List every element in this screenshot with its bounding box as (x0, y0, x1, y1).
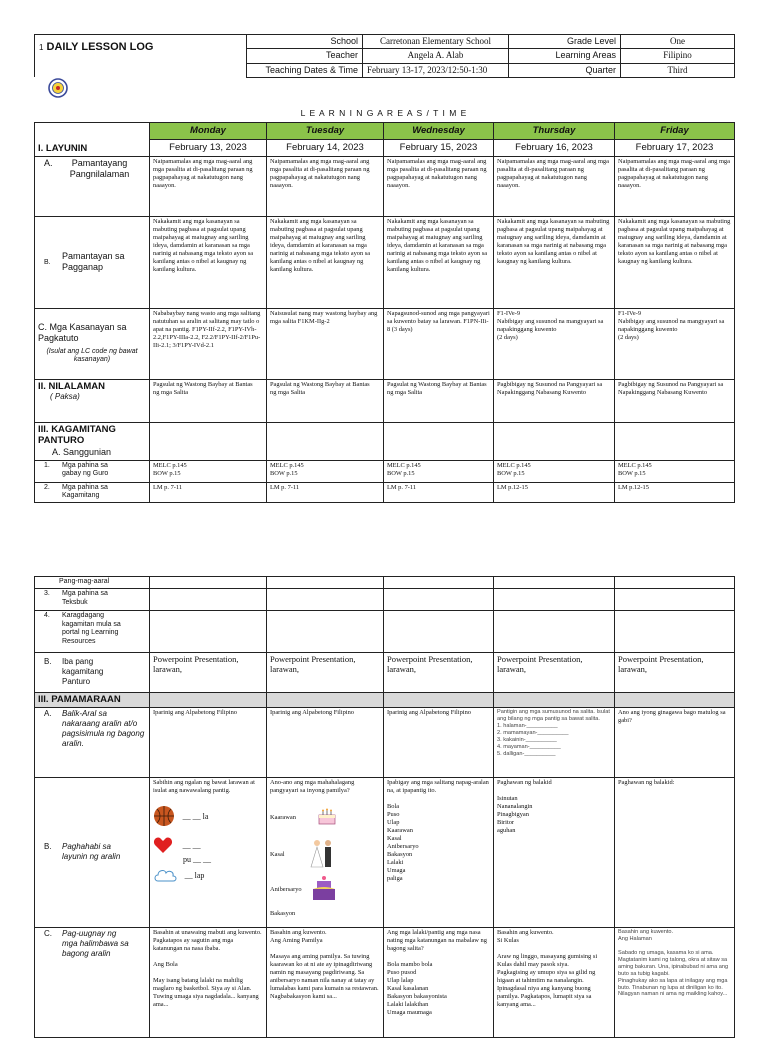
ball-blank: __ __ la (182, 811, 209, 821)
pamantayan-pagganap-label: B.Pamantayan sa Pagganap (35, 216, 150, 308)
row-pamantayang-pangnilalaman (35, 156, 735, 216)
pamantayang-pangnilalaman-label: A. Pamantayang Pangnilalaman (35, 156, 150, 216)
cell-nil-fri: Pagbibigay ng Susunod na Pangyayari sa Napakinggang Nabasang Kuwento (615, 379, 735, 422)
nilalaman-label: II. NILALAMAN ( Paksa) (35, 379, 150, 422)
cell-c-tue: Naisusulat nang may wastong baybay ang mga salita F1KM-IIg-2 (267, 308, 384, 379)
row-iba-pang-kagamitang (35, 652, 735, 692)
cell-bb-thu: Powerpoint Presentation, larawan, (494, 652, 615, 692)
pag-uugnay-label: C. Pag-uugnay ng mga halimbawa sa bagong aralin (35, 927, 150, 1037)
day-wednesday: Wednesday (384, 122, 494, 139)
date-wednesday: February 15, 2023 (384, 139, 494, 156)
cell-pm-fri (615, 692, 735, 707)
cell-bb-fri: Powerpoint Presentation, larawan, (615, 652, 735, 692)
cell-r1-fri: MELC p.145 BOW p.15 (615, 460, 735, 482)
kaarawan-label: Kaarawan (270, 813, 296, 821)
cloud-icon (153, 867, 177, 886)
row-pamantayan-pagganap (35, 216, 735, 308)
cell-c-mon: Nababaybay nang wasto ang mga salitang natutuhan sa aralin at salitang may tatlo o apat na pantig. F1PY-IIf-2.2, F1PY-IVh-2.2,F1PY-IIIa-2.2, F2.2/F1PY-IIf-2/F1Pu-IIi-2.1; 3/F1PY-IVd-2.1 (150, 308, 267, 379)
cell-c-thu: F1-IVe-9 Nabibigay ang susunod na mangyayari sa napakinggang kuwento (2 days) (494, 308, 615, 379)
cell-c-wed: Napagsunod-sunod ang mga pangyayari sa kuwento batay sa larawan. F1PN-IIi-8 (3 days) (384, 308, 494, 379)
cell-kag-thu (494, 422, 615, 460)
cell-nil-mon: Pagsulat ng Wastong Baybay at Bantas ng mga Salita (150, 379, 267, 422)
pb-tue-question: Ano-ano ang mga mahahalagang pangyayari sa inyong pamilya? (270, 778, 355, 794)
cell-r3-mon (150, 588, 267, 610)
kaarawan-item (270, 807, 380, 828)
cell-pa-tue: Iparinig ang Alpabetong Filipino (267, 707, 384, 777)
page-one (34, 34, 734, 503)
ball-item (153, 805, 263, 830)
cell-b-mon: Nakakamit ang mga kasanayan sa mabuting pagbasa at pagsulat upang maipahayag at maiugnay ang sariling ideya, damdamin at karanasan sa mga narinig at nabasang mga teksto ayon sa kanilang antas o nibel at kaugnay ng kanilang kultura. (150, 216, 267, 308)
dates-value: February 13-17, 2023/12:50-1:30 (363, 63, 509, 77)
row-kagamitang (35, 422, 735, 460)
title-cell (35, 35, 247, 78)
layunin-heading: I. LAYUNIN (35, 122, 150, 156)
header-table (34, 34, 735, 78)
kasanayan-label: C. Mga Kasanayan sa Pagkatuto (Isulat ang LC code ng bawat kasanayan) (35, 308, 150, 379)
cell-pc-tue: Basahin ang kuwento. Ang Aming Pamilya Masaya ang aming pamilya. Sa tuwing kaarawan ko at ni ate ay ipinagdiriwang namin ng masayang pagdiriwang. Sa anibersaryo naman nila nanay at tatay ay lumalabas kami para kumain sa restawran. Nagbabakasyon kami sa... (267, 927, 384, 1037)
cell-pb-tue (267, 777, 384, 927)
cell-kag-tue (267, 422, 384, 460)
cell-r4-mon (150, 610, 267, 652)
pb-mon-instruction: Sabihin ang ngalan ng bawat larawan at isulat ang nawawalang pantig. (153, 778, 255, 794)
heart-blank: __ __ (182, 840, 201, 850)
cell-nil-thu: Pagbibigay ng Susunod na Pangyayari sa Napakinggang Nabasang Kuwento (494, 379, 615, 422)
cell-pb-wed (384, 777, 494, 927)
day-thursday: Thursday (494, 122, 615, 139)
cell-pa-mon: Iparinig ang Alpabetong Filipino (150, 707, 267, 777)
deped-seal-icon (48, 78, 68, 103)
teksbuk-label: 3. Mga pahina sa Teksbuk (35, 588, 150, 610)
cell-b-thu: Nakakamit ang mga kasanayan sa mabuting pagbasa at pagsulat upang maipahayag at maiugnay ang sariling ideya, damdamin at karanasan sa mga narinig at nabasang mga teksto ayon sa kanilang antas o nibel at kaugnay ng kanilang kultura. (494, 216, 615, 308)
iba-pang-kagamitang-label: B. Iba pang kagamitang Panturo (35, 652, 150, 692)
kasal-item (270, 838, 380, 871)
anibersaryo-item (270, 875, 380, 904)
cell-pc-wed: Ang mga lalaki/pantig ang mga nasa nating mga katanungan na mabalaw ng bagong salita? Bola mambo bola Puso pusod Ulap lalap Kasal kasalanan Bakasyon bakasyonista Lalaki lalakihan Umaga maumaga (384, 927, 494, 1037)
grade-label: Grade Level (509, 35, 621, 49)
cell-pa-thu: Pantigin ang mga sumusunod na salita. Isulat ang bilang ng mga pantig sa bawat salita. 1. halaman-__________ 2. mamamayan-__________ 3. kakainin-__________ 4. mayaman-__________ 5. dalligan-__________ (494, 707, 615, 777)
cell-r2-tue: LM p. 7-11 (267, 482, 384, 503)
cell-bb-tue: Powerpoint Presentation, larawan, (267, 652, 384, 692)
grade-value: One (621, 35, 735, 49)
puso-blank: pu __ __ (183, 854, 211, 864)
cell-pm-thu (494, 692, 615, 707)
row-balik-aral (35, 707, 735, 777)
balik-aral-label: A. Balik-Aral sa nakaraang aralin at/o pagsisimula ng bagong aralin. (35, 707, 150, 777)
cell-b-fri: Nakakamit ang mga kasanayan sa mabuting pagbasa at pagsulat upang maipahayag at maiugnay ang sariling ideya, damdamin at karanasan sa mga narinig at nabasang mga teksto ayon sa kanilang antas o nibel at kaugnay ng kanilang kultura. (615, 216, 735, 308)
pamamaraan-heading: III. PAMAMARAAN (35, 692, 150, 707)
date-thursday: February 16, 2023 (494, 139, 615, 156)
cell-r4-wed (384, 610, 494, 652)
cell-pa-fri: Ano ang iyong ginagawa bago matulog sa gabi? (615, 707, 735, 777)
cloud-item (153, 867, 263, 886)
birthday-cake-icon (316, 807, 338, 828)
cell-a-tue: Naipamamalas ang mga mag-aaral ang mga pasalita at di-pasalitang paraan ng pagpapahayag at nakatutugon nang naaayon. (267, 156, 384, 216)
cell-pm-wed (384, 692, 494, 707)
cell-b-tue: Nakakamit ang mga kasanayan sa mabuting pagbasa at pagsulat upang maipahayag at maiugnay ang sariling ideya, damdamin at karanasan sa mga narinig at nabasang mga teksto ayon sa kanilang antas o nibel at kaugnay ng kanilang kultura. (267, 216, 384, 308)
row-gabay-guro (35, 460, 735, 482)
cell-r4-thu (494, 610, 615, 652)
teacher-label: Teacher (247, 49, 363, 63)
teacher-value: Angela A. Alab (363, 49, 509, 63)
lesson-table-page1 (34, 122, 735, 503)
cell-r2-fri: LM p.12-15 (615, 482, 735, 503)
school-value: Carretonan Elementary School (363, 35, 509, 49)
learning-areas-banner: L E A R N I N G A R E A S / T I M E (300, 107, 468, 118)
cell-r1-thu: MELC p.145 BOW p.15 (494, 460, 615, 482)
page-two (34, 576, 734, 1038)
heart-icon (153, 836, 173, 857)
row-mag-aaral-cont (35, 577, 735, 589)
row-teksbuk (35, 588, 735, 610)
cell-kag-mon (150, 422, 267, 460)
cell-pb-fri: Paghawan ng balakid: (615, 777, 735, 927)
cloud-blank: __ lap (184, 870, 205, 880)
cell-a-thu: Naipamamalas ang mga mag-aaral ang mga pasalita at di-pasalitang paraan ng pagpapahayag at nakatutugon nang naaayon. (494, 156, 615, 216)
page-title: DAILY LESSON LOG (46, 41, 154, 53)
quarter-label: Quarter (509, 63, 621, 77)
paghahabi-label: B. Paghahabi sa layunin ng aralin (35, 777, 150, 927)
cell-pb-thu: Paghawan ng balakid Isinutan Nananalangin Pinagbigyan Biritor aguhan (494, 777, 615, 927)
cell-a-fri: Naipamamalas ang mga mag-aaral ang mga pasalita at di-pasalitang paraan ng pagpapahayag at nakatutugon nang naaayon. (615, 156, 735, 216)
cell-nil-wed: Pagsulat ng Wastong Baybay at Bantas ng mga Salita (384, 379, 494, 422)
cell-pm-tue (267, 692, 384, 707)
cell-b-wed: Nakakamit ang mga kasanayan sa mabuting pagbasa at pagsulat upang maipahayag at maiugnay ang sariling ideya, damdamin at karanasan sa mga narinig at nabasang mga teksto ayon sa kanilang antas o nibel at kaugnay ng kanilang kultura. (384, 216, 494, 308)
day-name-row (35, 122, 735, 139)
heart-item (153, 836, 263, 857)
cell-r2-mon: LM p. 7-11 (150, 482, 267, 503)
areas-label: Learning Areas (509, 49, 621, 63)
learning-resources-label: 4. Karagdagang kagamitan mula sa portal ng Learning Resources (35, 610, 150, 652)
cell-r4-tue (267, 610, 384, 652)
pb-wed-word-list: Bola Puso Ulap Kaarawan Kasal Anibersaryo Bakasyon Lalaki Umaga paliga (387, 802, 419, 882)
row-learning-resources (35, 610, 735, 652)
cell-r2-thu: LM p.12-15 (494, 482, 615, 503)
quarter-value: Third (621, 63, 735, 77)
cell-bb-wed: Powerpoint Presentation, larawan, (384, 652, 494, 692)
cell-r2-wed: LM p. 7-11 (384, 482, 494, 503)
cell-a-wed: Naipamamalas ang mga mag-aaral ang mga pasalita at di-pasalitang paraan ng pagpapahayag at nakatutugon nang naaayon. (384, 156, 494, 216)
day-monday: Monday (150, 122, 267, 139)
cell-pb-mon (150, 777, 267, 927)
bakasyon-label: Bakasyon (270, 909, 296, 917)
row-kasanayan (35, 308, 735, 379)
mag-aaral-cont-label: Pang-mag-aaral (35, 577, 150, 589)
cell-pc-thu: Basahin ang kuwento. Si Kulas Araw ng linggo, masayang gumising si Kulas dahil may pasok siya. Pagkagising ay umupo siya sa gilid ng higaan at tahimtim na nanalangin. Ipinagdasal niya ang kanyang buong pamilya. Pagkatapos, lumapit siya sa kanyang ama... (494, 927, 615, 1037)
wedding-couple-icon (306, 838, 338, 871)
cell-pc-mon: Basahin at unawaing mabuti ang kuwento. Pagkatapos ay sagutin ang mga katanungan na nasa ibaba. Ang Bola May isang batang lalaki na mahilig maglaro ng basketbol. Siya ay si Alan. Tuwing umaga siya nagdadala... kanyang ama... (150, 927, 267, 1037)
date-friday: February 17, 2023 (615, 139, 735, 156)
dates-label: Teaching Dates & Time (247, 63, 363, 77)
day-tuesday: Tuesday (267, 122, 384, 139)
cell-r3-wed (384, 588, 494, 610)
cell-c-fri: F1-IVe-9 Nabibigay ang susunod na mangyayari sa napakinggang kuwento (2 days) (615, 308, 735, 379)
cell-r3-fri (615, 588, 735, 610)
cell-r1-wed: MELC p.145 BOW p.15 (384, 460, 494, 482)
row-nilalaman (35, 379, 735, 422)
title-number: 1 (39, 43, 44, 52)
lesson-table-page2 (34, 576, 735, 1038)
kasal-label: Kasal (270, 850, 285, 858)
cell-cont-mon (150, 577, 267, 589)
row-pag-uugnay (35, 927, 735, 1037)
cell-r3-tue (267, 588, 384, 610)
anniversary-cake-icon (309, 875, 339, 904)
cell-r4-fri (615, 610, 735, 652)
pb-wed-instruction: Ipabigay ang mga salitang napag-aralan na, at ipapantig ito. (387, 778, 489, 794)
cell-a-mon: Naipamamalas ang mga mag-aaral ang mga pasalita at di-pasalitang paraan ng pagpapahayag at nakatutugon nang naaayon. (150, 156, 267, 216)
cell-cont-thu (494, 577, 615, 589)
cell-cont-fri (615, 577, 735, 589)
kagamitang-mag-aaral-label: 2. Mga pahina sa Kagamitang (35, 482, 150, 503)
row-paghahabi (35, 777, 735, 927)
cell-kag-wed (384, 422, 494, 460)
date-tuesday: February 14, 2023 (267, 139, 384, 156)
cell-cont-tue (267, 577, 384, 589)
cell-pc-fri: Basahin ang kuwento. Ang Halaman Sabado ng umaga, kasama ko si ama. Magtatanim kami ng talong, okra at sitaw sa aming bakuran. Una, ipinabubad ni ama ang buto sa tubig kagabi. Pinaghukay ako sa lapa at inilagay ang mga buto. Tinabunan ng lupa at diniligan ko ito. Nilagyan naman ni ama ng maikling kahoy... (615, 927, 735, 1037)
row-pamamaraan (35, 692, 735, 707)
cell-pm-mon (150, 692, 267, 707)
areas-value: Filipino (621, 49, 735, 63)
row-kagamitang-mag-aaral (35, 482, 735, 503)
cell-r1-tue: MELC p.145 BOW p.15 (267, 460, 384, 482)
date-monday: February 13, 2023 (150, 139, 267, 156)
cell-r1-mon: MELC p.145 BOW p.15 (150, 460, 267, 482)
cell-kag-fri (615, 422, 735, 460)
day-friday: Friday (615, 122, 735, 139)
cell-r3-thu (494, 588, 615, 610)
basketball-icon (153, 805, 175, 830)
cell-pa-wed: Iparinig ang Alpabetong Filipino (384, 707, 494, 777)
cell-bb-mon: Powerpoint Presentation, larawan, (150, 652, 267, 692)
gabay-guro-label: 1. Mga pahina sa gabay ng Guro (35, 460, 150, 482)
cell-nil-tue: Pagsulat ng Wastong Baybay at Bantas ng mga Salita (267, 379, 384, 422)
school-label: School (247, 35, 363, 49)
kagamitang-label: III. KAGAMITANG PANTURO A. Sanggunian (35, 422, 150, 460)
anibersaryo-label: Anibersaryo (270, 885, 302, 893)
cell-cont-wed (384, 577, 494, 589)
